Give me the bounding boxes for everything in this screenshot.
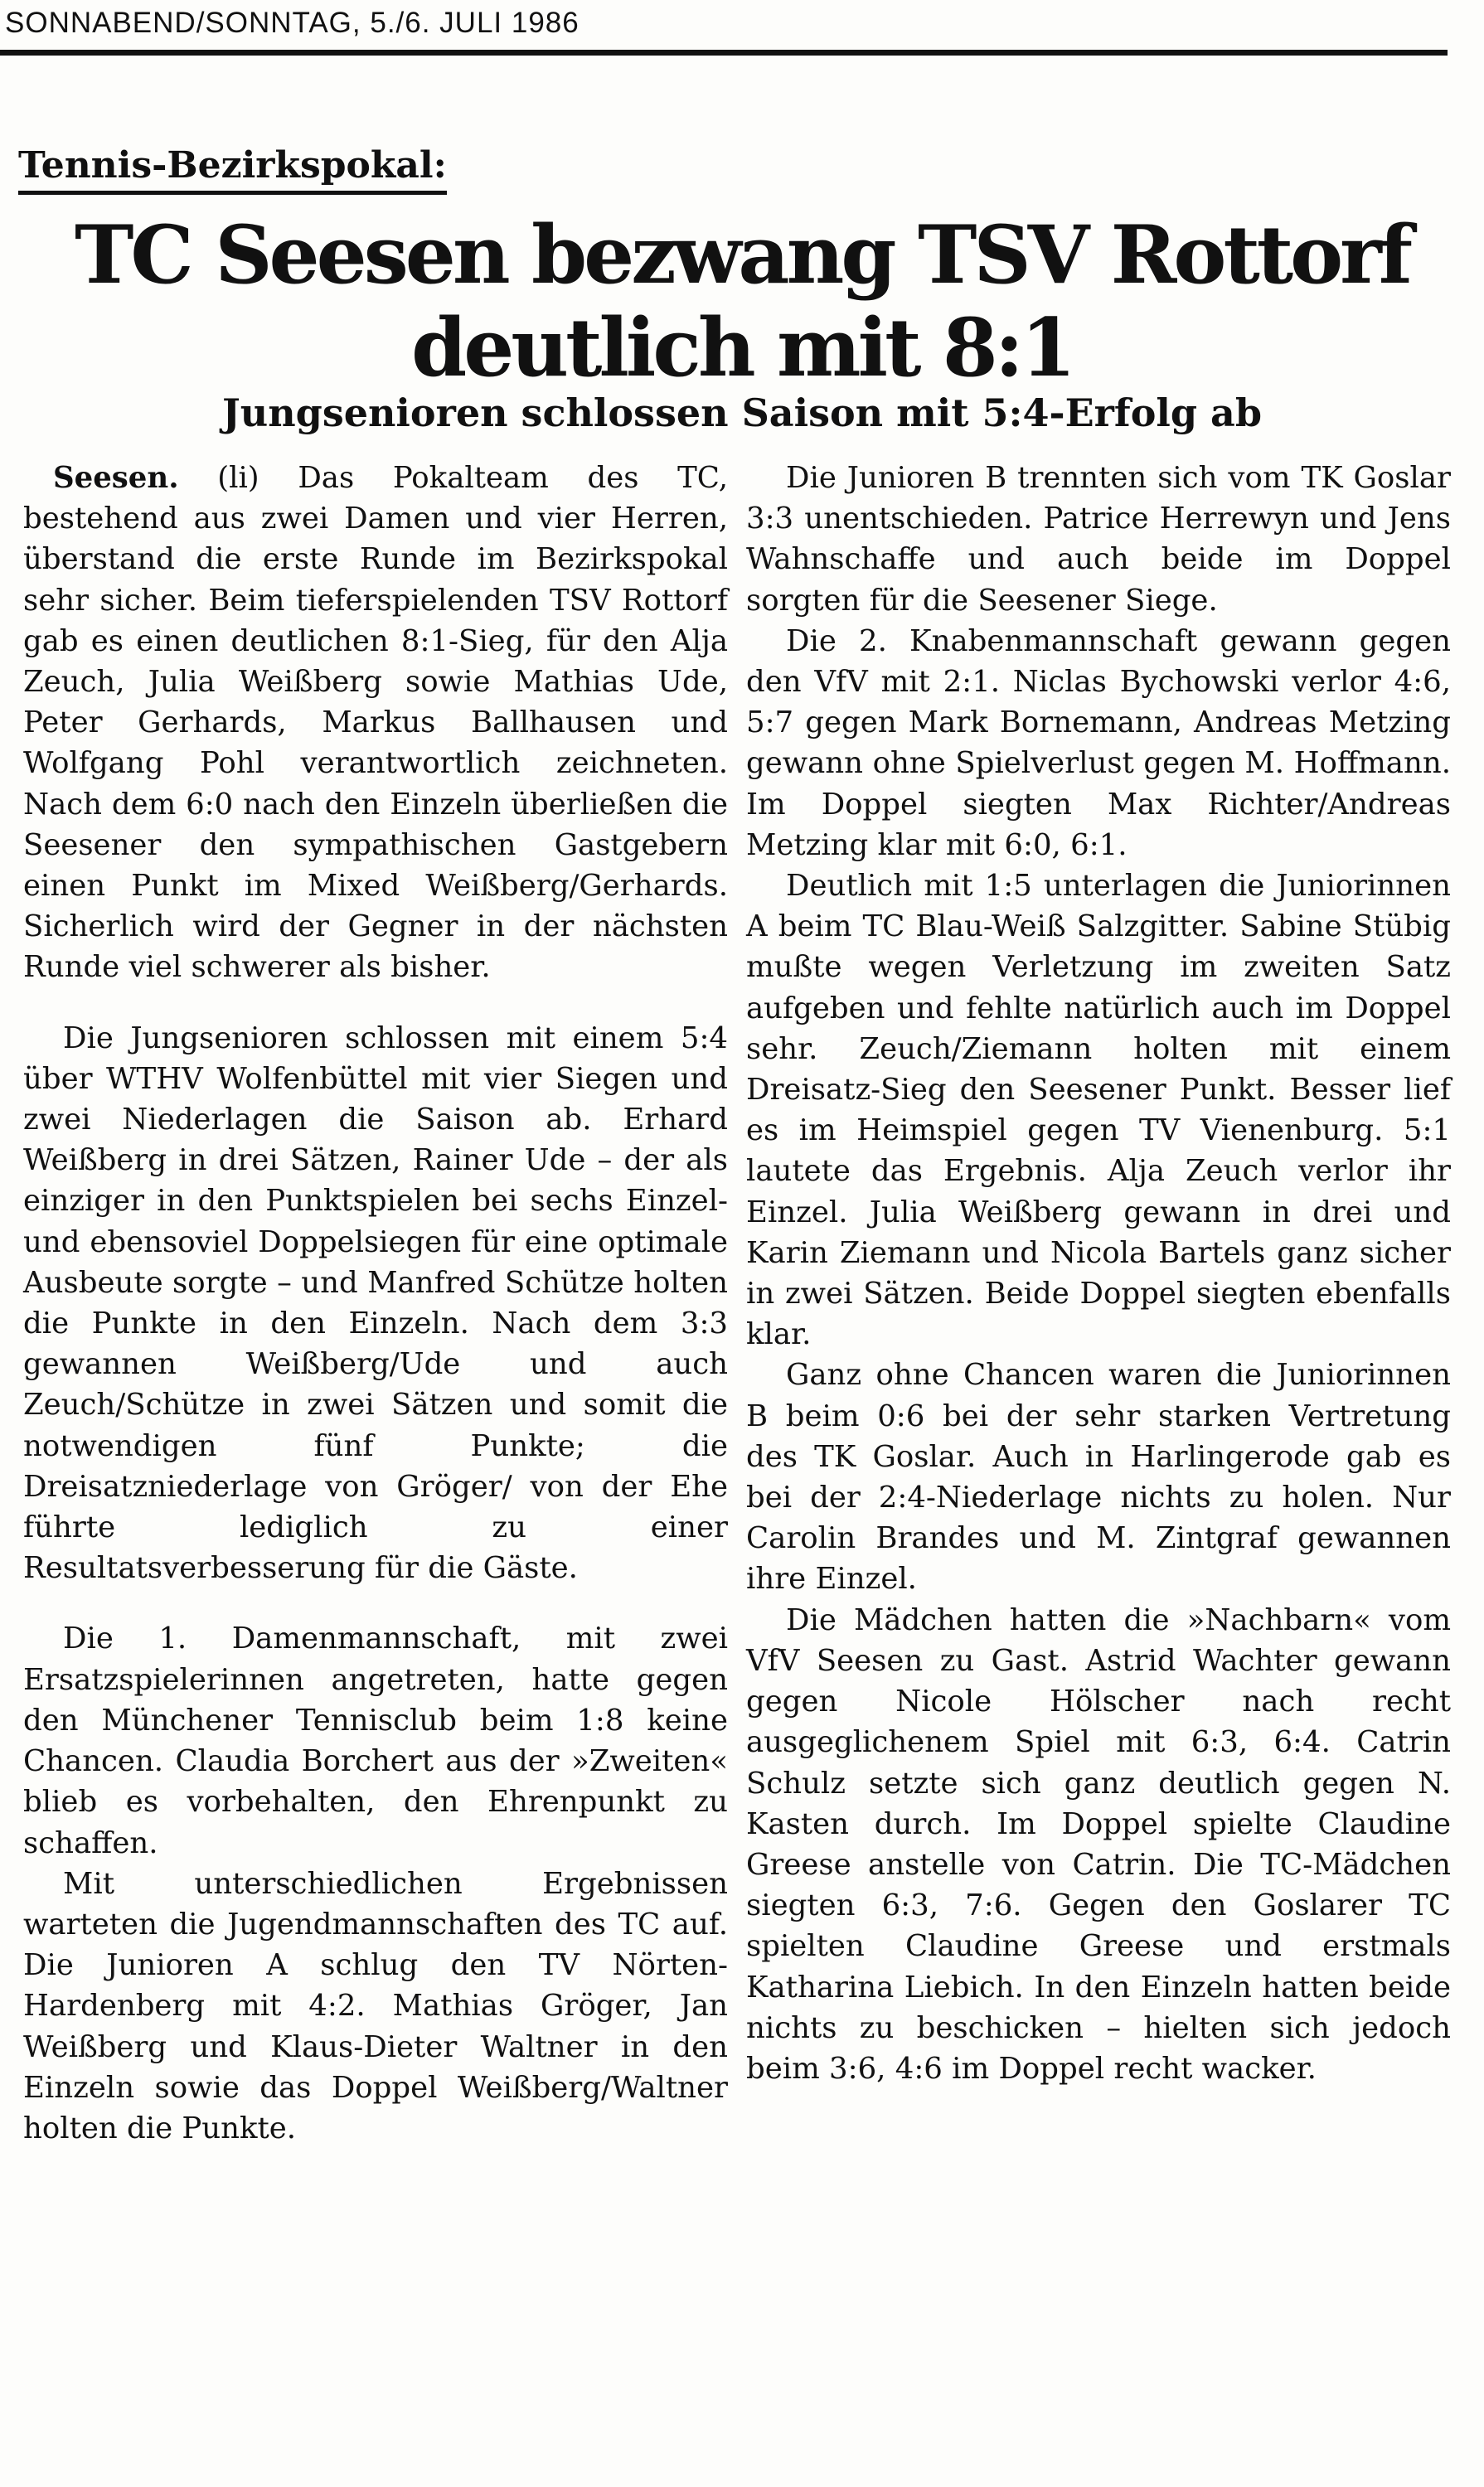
paragraph: Die 1. Damenmannschaft, mit zwei Ersatzspielerinnen angetreten, hatte gegen den Münchener Tennisclub beim 1:8 keine Chancen. Claudia Borchert aus der »Zweiten« blieb es vorbehalten, den Ehrenpunkt zu schaffen. [23, 1622, 728, 1860]
article-column-right [746, 458, 1451, 2089]
place-name: Seesen. [53, 461, 179, 495]
paragraph: Mit unterschiedlichen Ergebnissen warteten die Jugendmannschaften des TC auf. Die Junioren A schlug den TV Nörten-Hardenberg mit 4:2. Mathias Gröger, Jan Weißberg und Klaus-Dieter Waltner in den Einzeln sowie das Doppel Weißberg/Waltner holten die Punkte. [23, 1866, 728, 2145]
paragraph: Deutlich mit 1:5 unterlagen die Juniorinnen A beim TC Blau-Weiß Salzgitter. Sabine Stübig mußte wegen Verletzung im zweiten Satz aufgeben und fehlte natürlich auch im Doppel sehr. Zeuch/Ziemann holten mit einem Dreisatz-Sieg den Seesener Punkt. Besser lief es im Heimspiel gegen TV Vienenburg. 5:1 lautete das Ergebnis. Alja Zeuch verlor ihr Einzel. Julia Weißberg gewann in drei und Karin Ziemann und Nicola Bartels ganz sicher in zwei Sätzen. Beide Doppel siegten ebenfalls klar. [746, 869, 1451, 1352]
paragraph: Die Mädchen hatten die »Nachbarn« vom VfV Seesen zu Gast. Astrid Wachter gewann gegen Nicole Hölscher nach recht ausgeglichenem Spiel mit 6:3, 6:4. Catrin Schulz setzte sich ganz deutlich gegen N. Kasten durch. Im Doppel spielte Claudine Greese anstelle von Catrin. Die TC-Mädchen siegten 6:3, 7:6. Gegen den Goslarer TC spielten Claudine Greese und erstmals Katharina Liebich. In den Einzeln hatten beide nichts zu beschicken – hielten sich jedoch beim 3:6, 4:6 im Doppel recht wacker. [746, 1602, 1451, 2086]
headline-line-2: deutlich mit 8:1 [411, 301, 1073, 395]
paragraph: Die Jungsenioren schlossen mit einem 5:4 über WTHV Wolfenbüttel mit vier Siegen und zwei Niederlagen die Saison ab. Erhard Weißberg in drei Sätzen, Rainer Ude – der als einziger in den Punktspielen bei sechs Einzel- und ebensoviel Doppelsiegen für eine optimale Ausbeute sorgte – und Manfred Schütze holten die Punkte in den Einzeln. Nach dem 3:3 gewannen Weißberg/Ude und auch Zeuch/Schütze in zwei Sätzen und somit die notwendigen fünf Punkte; die Dreisatzniederlage von Gröger/ von der Ehe führte lediglich zu einer Resultatsverbesserung für die Gäste. [23, 1020, 728, 1586]
top-rule [0, 50, 1448, 56]
paragraph: Ganz ohne Chancen waren die Juniorinnen B beim 0:6 bei der sehr starken Vertretung des TK Goslar. Auch in Harlingerode gab es bei der 2:4-Niederlage nichts zu holen. Nur Carolin Brandes und M. Zintgraf gewannen ihre Einzel. [746, 1358, 1451, 1597]
headline [0, 209, 1484, 395]
subheadline: Jungsenioren schlossen Saison mit 5:4-Erfolg ab [222, 390, 1262, 435]
headline-line-1: TC Seesen bezwang TSV Rottorf [74, 208, 1410, 302]
paragraph: Die 2. Knabenmannschaft gewann gegen den VfV mit 2:1. Niclas Bychowski verlor 4:6, 5:7 gegen Mark Bornemann, Andreas Metzing gewann ohne Spielverlust gegen M. Hoffmann. Im Doppel siegten Max Richter/Andreas Metzing klar mit 6:0, 6:1. [746, 623, 1451, 862]
dateline: SONNABEND/SONNTAG, 5./6. JULI 1986 [5, 7, 580, 39]
paragraph-text: (li) Das Pokalteam des TC, bestehend aus zwei Damen und vier Herren, überstand die erste Runde im Bezirkspokal sehr sicher. Beim tieferspielenden TSV Rottorf gab es einen deutlichen 8:1-Sieg, für den Alja Zeuch, Julia Weißberg sowie Mathias Ude, Peter Gerhards, Markus Ballhausen und Wolfgang Pohl verantwortlich zeichneten. Nach dem 6:0 nach den Einzeln überließen die Seesener den sympathischen Gastgebern einen Punkt im Mixed Weißberg/Gerhards. Sicherlich wird der Gegner in der nächsten Runde viel schwerer als bisher. [23, 461, 728, 985]
kicker: Tennis-Bezirkspokal: [18, 143, 447, 195]
paragraph [23, 458, 728, 988]
paragraph: Die Junioren B trennten sich vom TK Goslar 3:3 unentschieden. Patrice Herrewyn und Jens Wahnschaffe und auch beide im Doppel sorgten für die Seesener Siege. [746, 461, 1451, 618]
article-column-left [23, 458, 728, 2149]
